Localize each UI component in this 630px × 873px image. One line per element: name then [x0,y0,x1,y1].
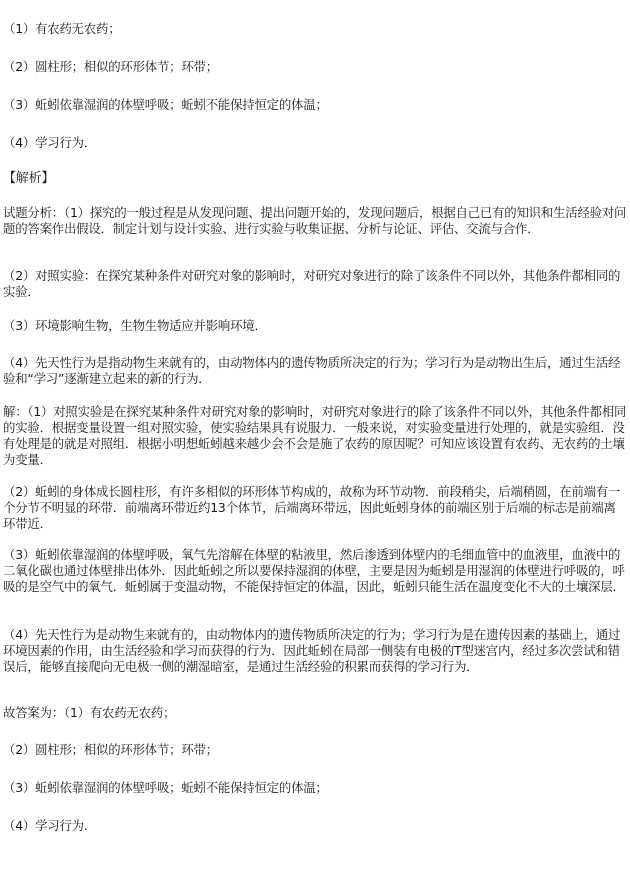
final-answer-line-4: （4）学习行为． [3,818,97,833]
final-answer-line-3: （3）蚯蚓依靠湿润的体壁呼吸；蚯蚓不能保持恒定的体温； [3,780,328,795]
analysis-paragraph-1: 试题分析：（1）探究的一般过程是从发现问题、提出问题开始的，发现问题后，根据自己已有的知识和生活经验对问题的答案作出假设．制定计划与设计实验、进行实验与收集证据、分析与论证、评估、交流与合作． [3,205,627,236]
solution-paragraph-3: （3）蚯蚓依靠湿润的体壁呼吸，氧气先溶解在体壁的粘液里，然后渗透到体壁内的毛细血管中的血液里，血液中的二氧化碳也通过体壁排出体外．因此蚯蚓之所以要保持湿润的体壁，主要是因为蚯蚓是用湿润的体壁进行呼吸的，呼吸的是空气中的氧气．蚯蚓属于变温动物，不能保持恒定的体温，因此，蚯蚓只能生活在温度变化不大的土壤深层． [3,547,625,594]
solution-paragraph-2: （2）蚯蚓的身体成长圆柱形，有许多相似的环形体节构成的，故称为环节动物．前段稍尖，后端稍圆，在前端有一个分节不明显的环带．前端离环带近约13个体节，后端离环带远，因此蚯蚓身体的前端区别于后端的标志是前端离环带近． [3,484,621,531]
final-answer-line-1: 故答案为：（1）有农药无农药； [3,705,176,720]
answer-line-3: （3）蚯蚓依靠湿润的体壁呼吸；蚯蚓不能保持恒定的体温； [3,97,328,112]
solution-paragraph-1: 解：（1）对照实验是在探究某种条件对研究对象的影响时，对研究对象进行的除了该条件不同以外，其他条件都相同的实验．根据变量设置一组对照实验，使实验结果具有说服力．一般来说，对实验变量进行处理的，就是实验组．没有处理是的就是对照组．根据小明想蚯蚓越来越少会不会是施了农药的原因呢？可知应该设置有农药、无农药的土壤为变量． [3,404,627,467]
answer-line-1: （1）有农药无农药； [3,21,121,36]
analysis-heading: 【解析】 [3,171,55,186]
answer-line-4: （4）学习行为． [3,135,97,150]
answer-line-2: （2）圆柱形；相似的环形体节；环带； [3,59,218,74]
analysis-paragraph-2: （2）对照实验：在探究某种条件对研究对象的影响时，对研究对象进行的除了该条件不同以外，其他条件都相同的实验． [3,268,621,299]
analysis-paragraph-4: （4）先天性行为是指动物生来就有的，由动物体内的遗传物质所决定的行为；学习行为是动物出生后，通过生活经验和“学习”逐渐建立起来的新的行为． [3,355,621,386]
analysis-paragraph-3: （3）环境影响生物，生物生物适应并影响环境． [3,318,267,333]
final-answer-line-2: （2）圆柱形；相似的环形体节；环带； [3,742,218,757]
solution-paragraph-4: （4）先天性行为是动物生来就有的，由动物体内的遗传物质所决定的行为；学习行为是在遗传因素的基础上，通过环境因素的作用，由生活经验和学习而获得的行为．因此蚯蚓在局部一侧装有电极的T型迷宫内，经过多次尝试和错误后，能够直接爬向无电极一侧的潮湿暗室，是通过生活经验的积累而获得的学习行为． [3,627,621,674]
